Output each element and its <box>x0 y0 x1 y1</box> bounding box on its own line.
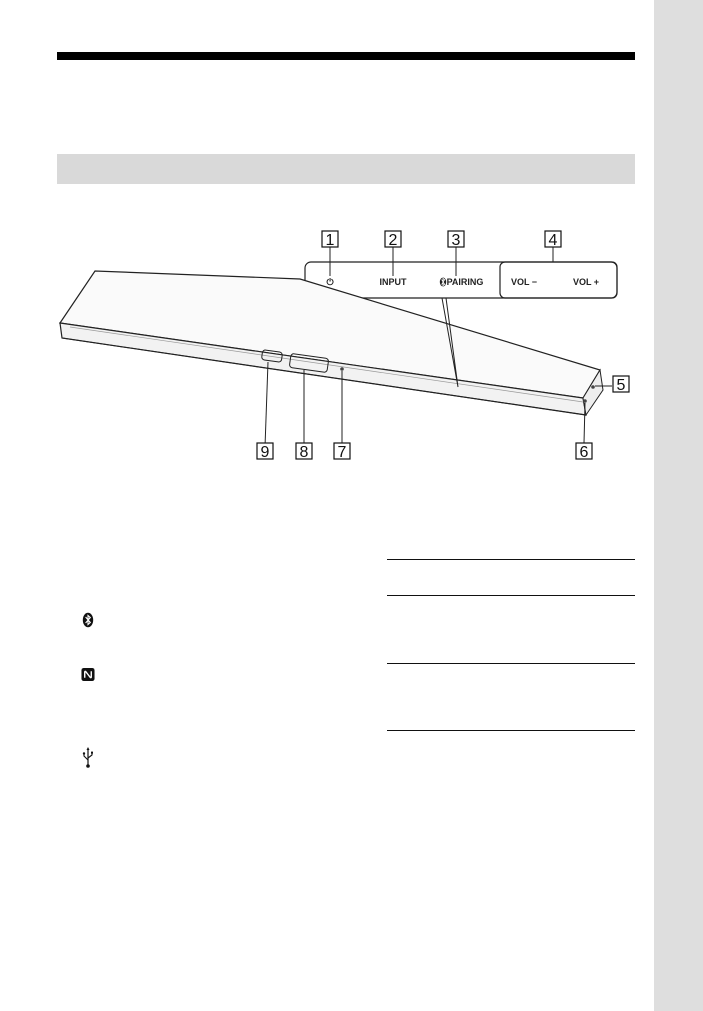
soundbar-diagram <box>0 200 654 480</box>
svg-text:9: 9 <box>260 444 270 461</box>
side-index-tab <box>654 0 703 1011</box>
svg-text:4: 4 <box>548 232 558 249</box>
input-label: INPUT <box>379 277 407 287</box>
title-rule <box>57 52 635 60</box>
svg-text:5: 5 <box>616 377 626 394</box>
svg-text:8: 8 <box>299 444 309 461</box>
table-rule-3 <box>387 663 635 664</box>
callout-4 <box>545 231 561 249</box>
callout-3 <box>448 231 464 249</box>
callout-7 <box>334 443 350 461</box>
usb-icon <box>81 746 95 768</box>
svg-text:2: 2 <box>388 232 398 249</box>
vol-plus-label: VOL + <box>572 277 600 287</box>
svg-text:3: 3 <box>451 232 461 249</box>
side-port-upper <box>591 385 595 389</box>
svg-text:6: 6 <box>579 444 589 461</box>
bluetooth-icon <box>81 612 95 628</box>
callout-2 <box>385 231 401 249</box>
power-label: ⏻ <box>326 277 334 287</box>
pairing-bt-icon <box>440 278 446 287</box>
callout-1 <box>322 231 338 249</box>
table-rule-2 <box>387 595 635 596</box>
svg-text:7: 7 <box>337 444 347 461</box>
side-port-lower <box>583 399 587 403</box>
vol-minus-label: VOL − <box>510 277 538 287</box>
table-rule-1 <box>387 559 635 560</box>
section-heading-bar <box>57 154 635 184</box>
n-mark-icon <box>81 666 95 682</box>
callout-8 <box>296 443 312 461</box>
callout-5 <box>613 376 629 394</box>
table-rule-4 <box>387 730 635 731</box>
callout-6 <box>576 443 592 461</box>
callout-9 <box>257 443 273 461</box>
indicator-led <box>340 367 344 371</box>
svg-text:1: 1 <box>325 232 335 249</box>
pairing-label: PAIRING <box>446 277 484 287</box>
